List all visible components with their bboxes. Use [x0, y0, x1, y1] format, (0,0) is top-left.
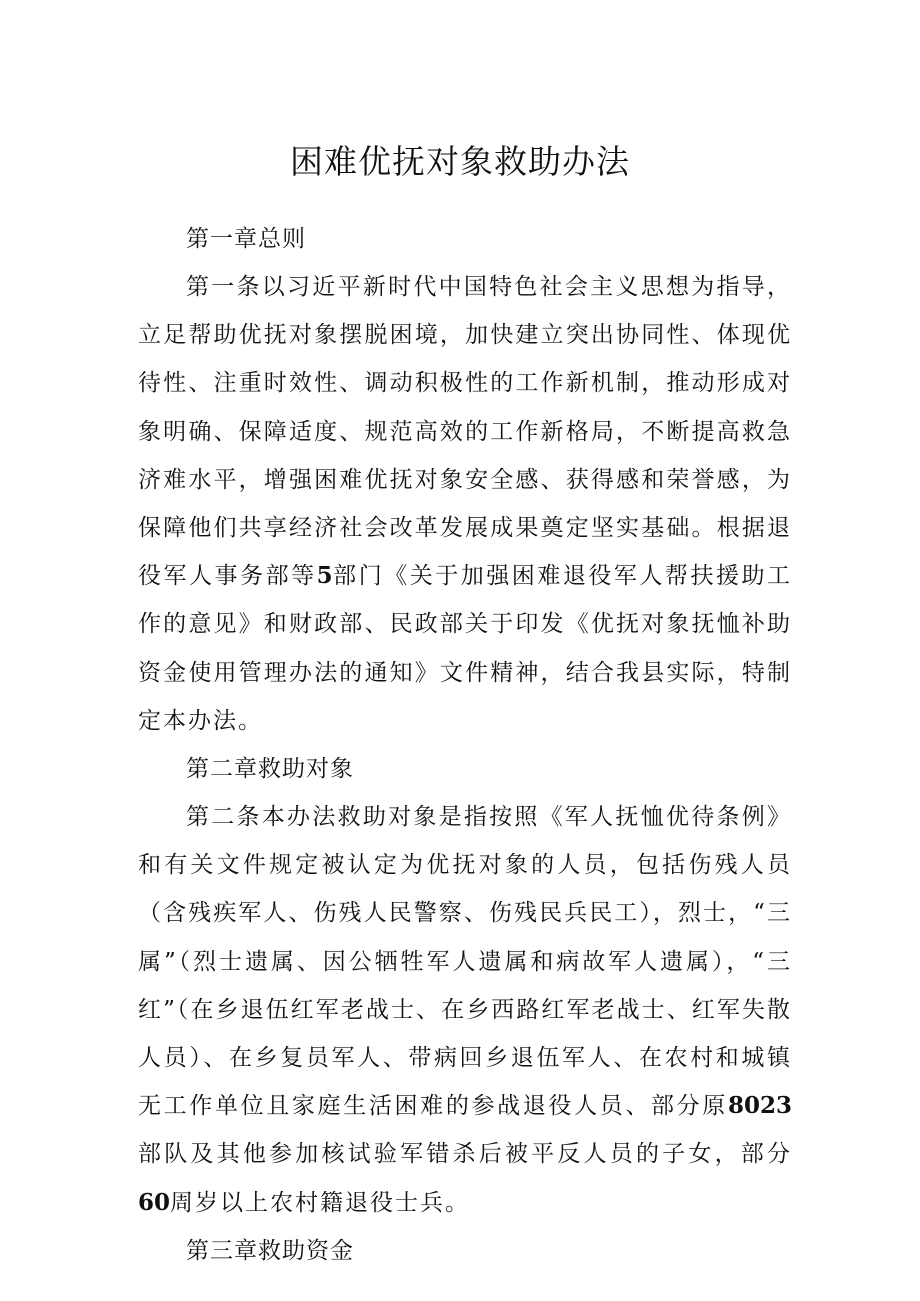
article-text: 部队及其他参加核试验军错杀后被平反人员的子女，部分 [138, 1141, 792, 1168]
article-number: 5 [316, 562, 333, 590]
article-number: 60 [138, 1188, 171, 1216]
article-number: 8023 [727, 1092, 792, 1120]
chapter-heading-3: 第三章救助资金 [186, 1237, 354, 1264]
article-text: 第二条本办法救助对象是指按照《军人抚恤优待条例》和有关文件规定被认定为优抚对象的人员，包括伤残人员（含残疾军人、伤残人民警察、伤残民兵民工），烈士，“三属”（烈士遗属、因公牺牲军人遗属和病故军人遗属），“三红”（在乡退伍红军老战士、在乡西路红军老战士、红军失散人员）、在乡复员军人、带病回乡退伍军人、在农村和城镇无工作单位且家庭生活困难的参战退役人员、部分原 [138, 804, 792, 1120]
chapter-heading-1: 第一章总则 [186, 226, 306, 252]
article-text: 周岁以上农村籍退役士兵。 [170, 1189, 471, 1216]
article-text: 第一条以习近平新时代中国特色社会主义思想为指导，立足帮助优抚对象摆脱困境，加快建立突出协同性、体现优待性、注重时效性、调动积极性的工作新机制，推动形成对象明确、保障适度、规范高效的工作新格局，不断提高救急济难水平，增强困难优抚对象安全感、获得感和荣誉感，为保障他们共享经济社会改革发展成果奠定坚实基础。根据退役军人事务部等 [138, 274, 792, 590]
article-text: 部门《关于加强困难退役军人帮扶援助工作的意见》和财政部、民政部关于印发《优抚对象抚恤补助资金使用管理办法的通知》文件精神，结合我县实际，特制定本办法。 [138, 563, 793, 734]
chapter-heading-2: 第二章救助对象 [186, 756, 354, 783]
article-paragraph-1 [138, 263, 792, 745]
document-body [138, 215, 792, 1275]
document-title: 困难优抚对象救助办法 [290, 142, 630, 181]
article-paragraph-2 [138, 793, 792, 1227]
